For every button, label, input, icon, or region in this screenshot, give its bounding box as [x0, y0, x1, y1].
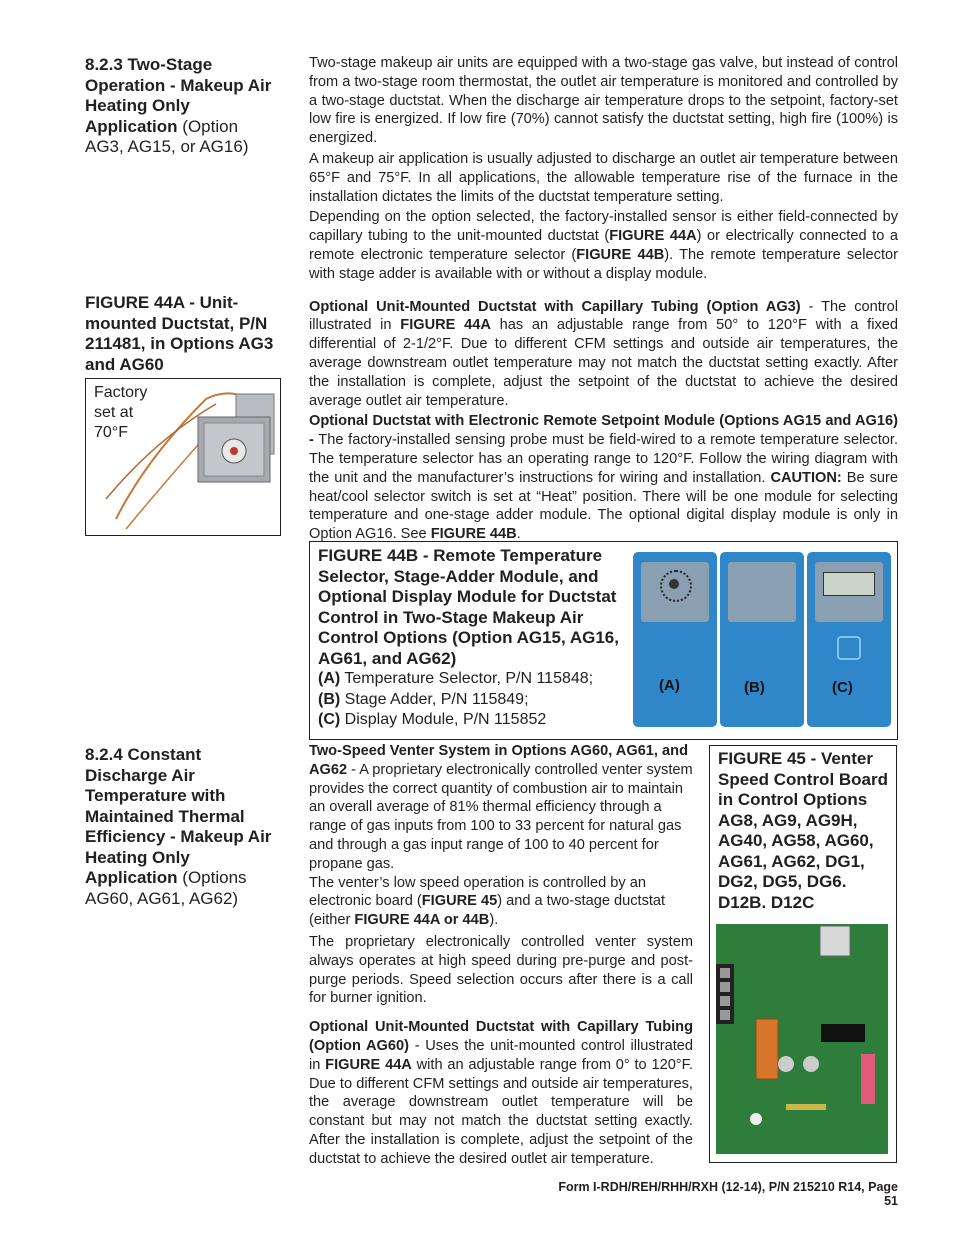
figure-44b-title: FIGURE 44B - Remote Temperature Selector, Stage-Adder Module, and Optional Display Module for Ductstat Control in Two-Stage Makeup Air Control Options (Option AG15, AG16, AG61, and AG62): [318, 546, 619, 668]
figure-44b-box: [309, 541, 898, 740]
figure-45-title: FIGURE 45 - Venter Speed Control Board in Control Options AG8, AG9, AG9H, AG40, AG58, AG60, AG61, AG62, DG1, DG2, DG5, DG6. D12B. D12C: [718, 749, 889, 912]
section-823-heading-options: (Option AG3, AG15, or AG16): [85, 116, 249, 156]
section-823-heading: [85, 55, 275, 158]
paragraph: The proprietary electronically controlled venter system always operates at high speed during pre-purge and post-purge periods. Speed selection occurs after there is a call for burner ignition.: [309, 933, 693, 1007]
figure-ref: FIGURE 44B: [576, 246, 665, 263]
figure-44a-title: FIGURE 44A - Unit-mounted Ductstat, P/N 211481, in Options AG3 and AG60: [85, 293, 274, 374]
figure-44b-caption: [318, 546, 623, 731]
venter-board-photo: [716, 924, 888, 1154]
module-label-b: (B): [744, 679, 765, 696]
figure-ref: FIGURE 44A or 44B: [354, 912, 490, 929]
paragraph-ag60: Optional Unit-Mounted Ductstat with Capillary Tubing (Option AG60) - Uses the unit-mounted control illustrated in FIGURE 44A with an adjustable range from 0° to 120°F. Due to different CFM settings and outside air temperatures, the average downstream outlet temperature will be constant but may not match the ductstat setting exactly. After the installation is complete, adjust the setpoint of the ductstat to achieve the desired outlet air temperature.: [309, 1019, 693, 1167]
section-823-heading-bold: 8.2.3 Two-Stage Operation - Makeup Air Heating Only Application: [85, 55, 272, 136]
section-824-body: [309, 742, 693, 1169]
figure-44a-label: Factory set at 70°F: [94, 384, 148, 441]
paragraph: A makeup air application is usually adjusted to discharge an outlet air temperature between 65°F and 75°F. In all applications, the allowable temperature rise of the furnace in the installation dictates the limits of the ductstat temperature setting.: [309, 150, 898, 205]
paragraph: The venter’s low speed operation is controlled by an electronic board (FIGURE 45) and a two-stage ductstat (either FIGURE 44A or 44B).: [309, 874, 666, 929]
section-824-heading: [85, 745, 280, 909]
figure-44a-box: [85, 378, 281, 536]
paragraph: Two-stage makeup air units are equipped with a two-stage gas valve, but instead of control from a two-stage room thermostat, the outlet air temperature is monitored and controlled by a two-stage ductstat. When the discharge air temperature drops to the setpoint, factory-set low fire is energized. If low fire (70%) cannot satisfy the ductstat setting, high fire (100%) is energized.: [309, 55, 898, 147]
ductstat-photo: [86, 379, 279, 534]
figure-ref: FIGURE 45: [421, 893, 498, 910]
stage-adder-module: [720, 552, 804, 727]
section-824-heading-options: (Options AG60, AG61, AG62): [85, 868, 247, 908]
paragraph-ag3: Optional Unit-Mounted Ductstat with Capillary Tubing (Option AG3) - The control illustrated in FIGURE 44A has an adjustable range from 50° to 120°F with a fixed differential of 2-1/2°F. Due to different CFM settings and outside air temperatures, the average downstream outlet temperature may not match the ductstat setting exactly. After the installation is complete, adjust the setpoint of the ductstat to achieve the desired average outlet air temperature.: [309, 298, 898, 409]
figure-ref: FIGURE 44A: [400, 317, 491, 334]
temperature-selector-module: [633, 552, 717, 727]
section-823-body: [309, 54, 898, 546]
figure-ref: FIGURE 44A: [325, 1056, 412, 1073]
caution-label: CAUTION:: [770, 469, 842, 486]
section-824-heading-bold: 8.2.4 Constant Discharge Air Temperature with Maintained Thermal Efficiency - Makeup Air Heating Only Application: [85, 745, 272, 887]
module-label-c: (C): [832, 679, 853, 696]
paragraph: Depending on the option selected, the factory-installed sensor is either field-connected by capillary tubing to the unit-mounted ductstat (FIGURE 44A) or electrically connected to a remote electronic temperature selector (FIGURE 44B). The remote temperature selector with stage adder is available with or without a display module.: [309, 209, 898, 282]
module-label-a: (A): [659, 677, 680, 694]
paragraph-venter: Two-Speed Venter System in Options AG60, AG61, and AG62 - A proprietary electronically controlled venter system provides the correct quantity of combustion air to maintain an overall average of 81% thermal efficiency through a range of gas inputs from 100 to 33 percent for natural gas and through a gas input range of 100 to 40 percent for propane gas.: [309, 743, 693, 872]
figure-44b-parts: (A) Temperature Selector, P/N 115848; (B) Stage Adder, P/N 115849; (C) Display Module, P/N 115852: [318, 670, 594, 728]
page-footer: Form I-RDH/REH/RHH/RXH (12-14), P/N 215210 R14, Page 51: [558, 1180, 898, 1208]
figure-ref: FIGURE 44A: [609, 228, 697, 245]
display-module: [807, 552, 891, 727]
figure-ref: FIGURE 44B: [430, 526, 517, 543]
figure-45-box: [709, 745, 897, 1163]
paragraph-ag15: Optional Ductstat with Electronic Remote Setpoint Module (Options AG15 and AG16) - The factory-installed sensing probe must be field-wired to a remote temperature selector. The temperature selector has an operating range to 120°F. Follow the wiring diagram with the unit and the manufacturer’s instructions for wiring and installation. CAUTION: Be sure heat/cool selector switch is set at “Heat” position. There will be one module for selecting temperature and one-stage adder module. The optional digital display module is only in Option AG16. See FIGURE 44B.: [309, 413, 898, 543]
